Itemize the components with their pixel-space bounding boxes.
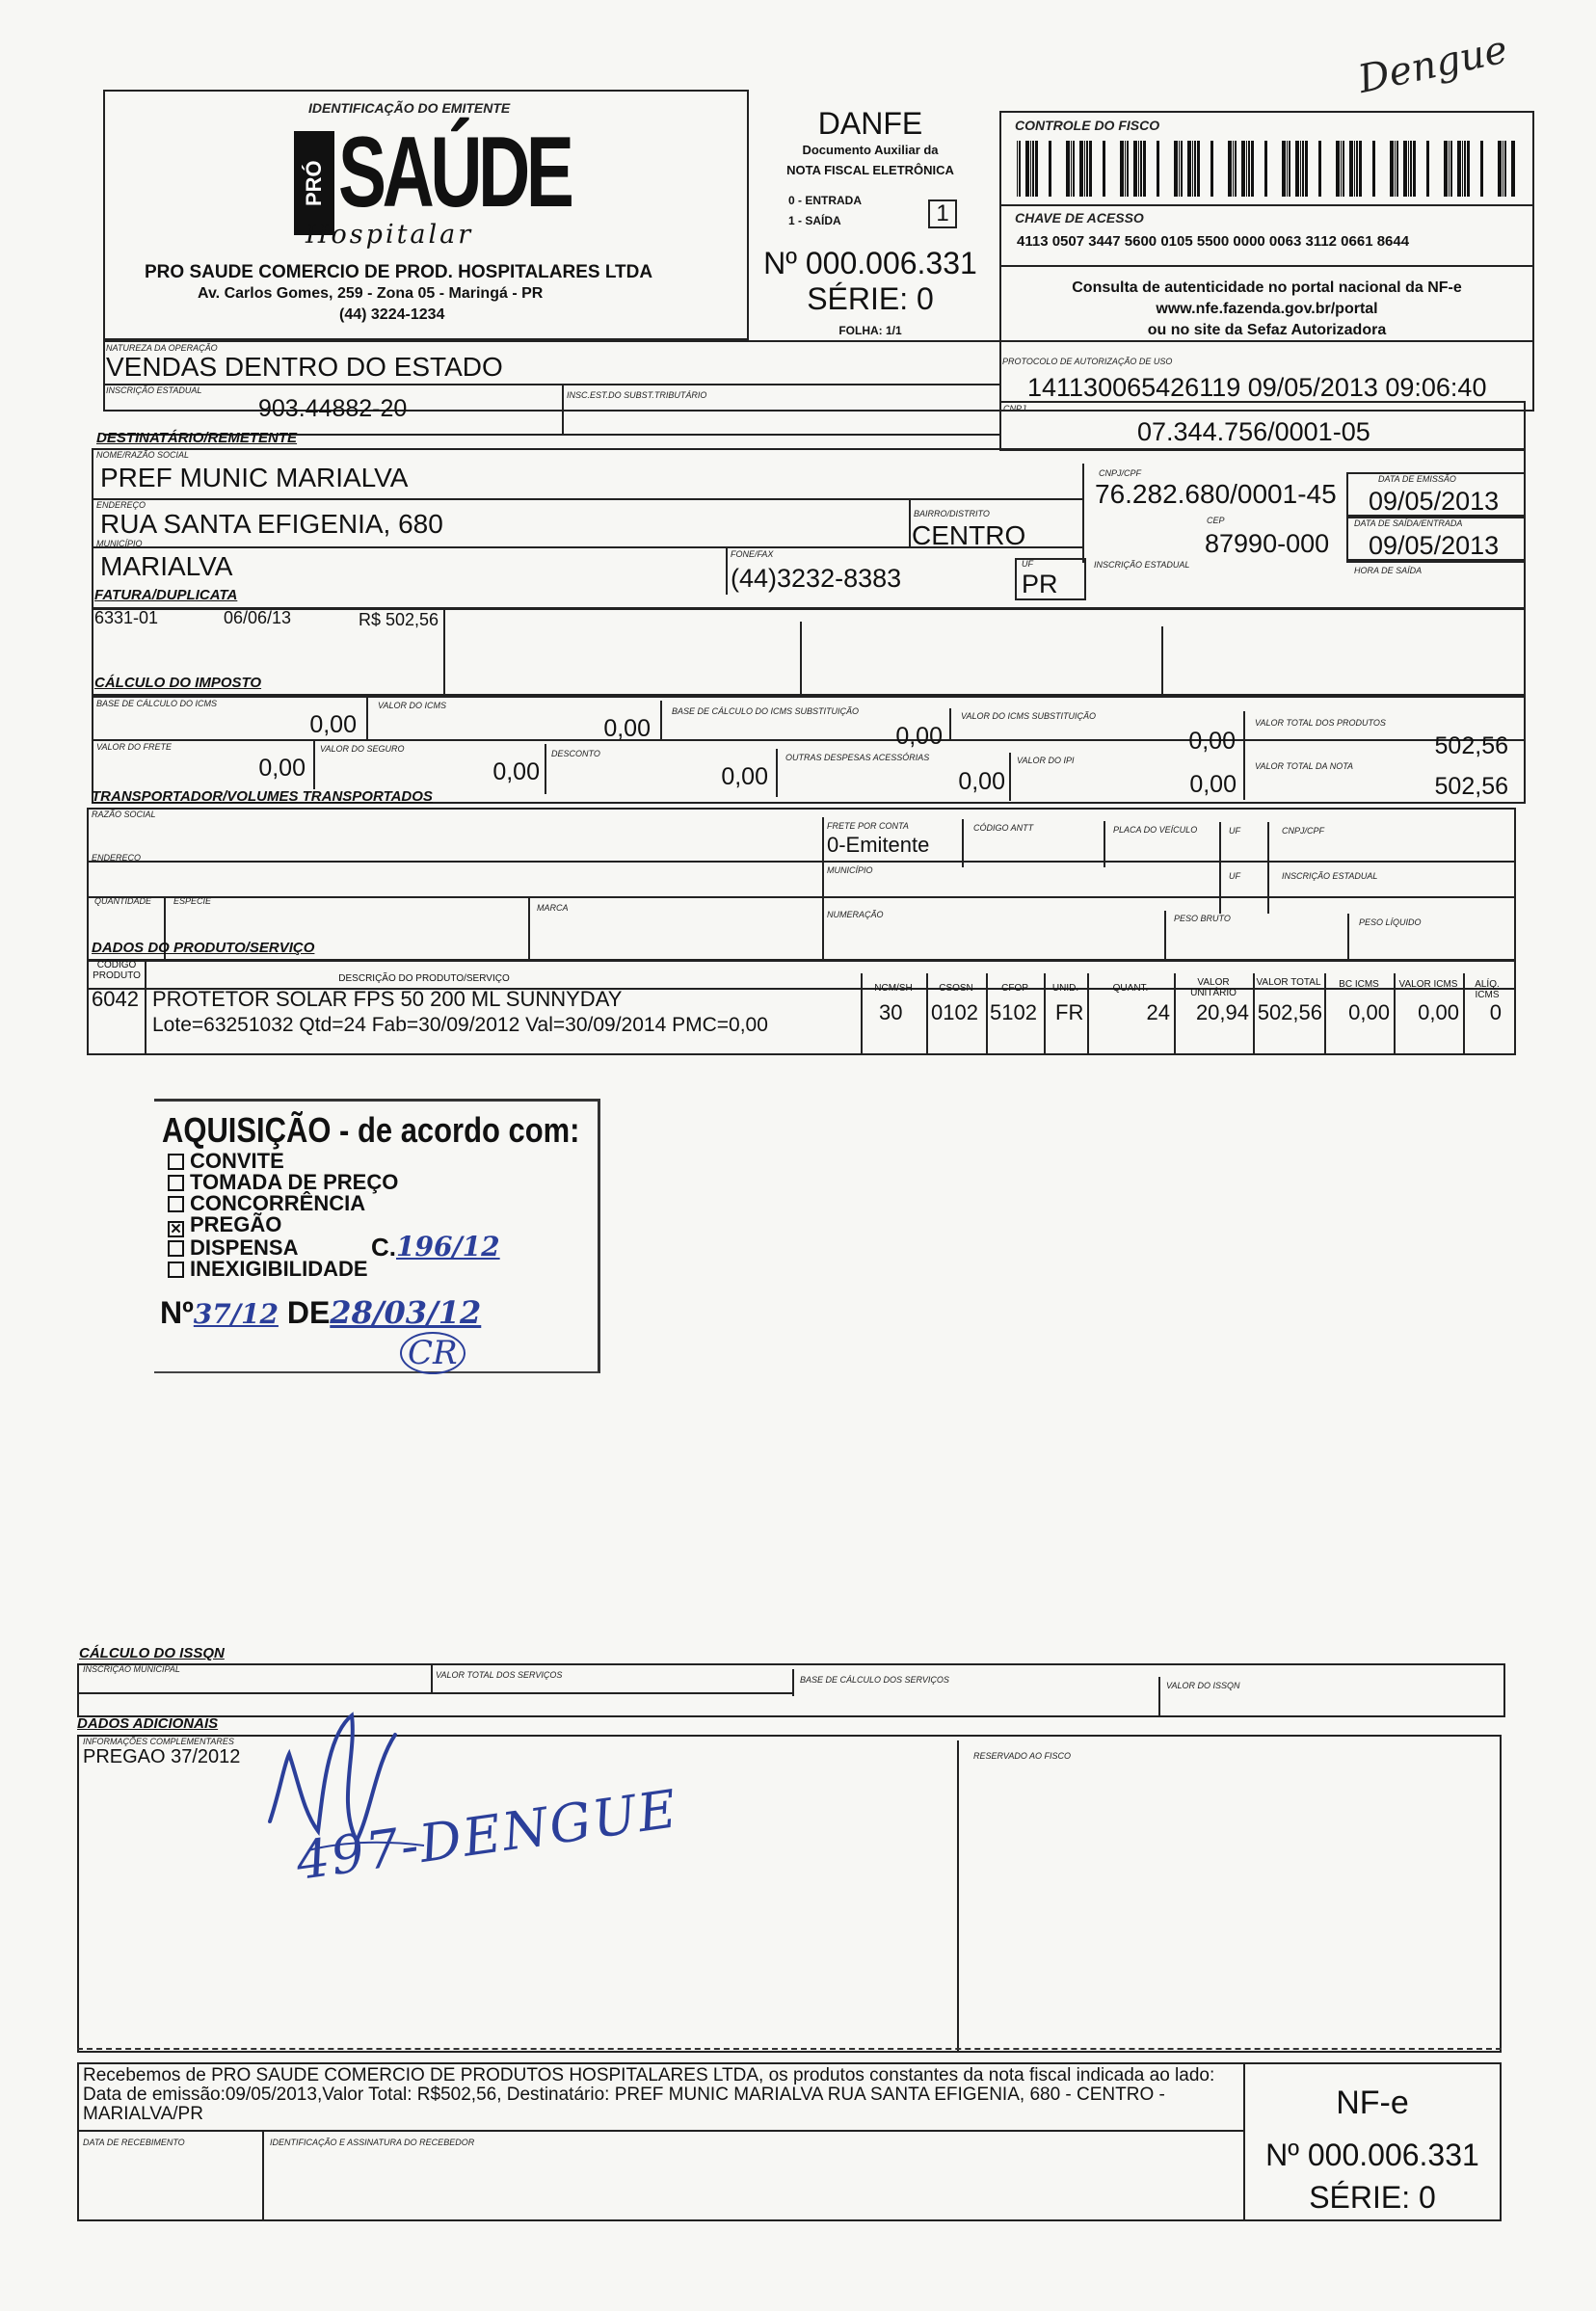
th-quant: QUANT. (1112, 983, 1149, 994)
th-cfop: CFOP (1001, 983, 1028, 994)
barcode-bar (1025, 141, 1029, 197)
seguro: 0,00 (492, 758, 540, 785)
dest-nome-label: NOME/RAZÃO SOCIAL (96, 450, 190, 460)
barcode-bar (1194, 141, 1196, 197)
barcode-bar (1019, 141, 1021, 197)
barcode-bar (1035, 141, 1038, 197)
cnpj-emit-value: 07.344.756/0001-05 (1137, 417, 1370, 446)
frete: 0,00 (258, 755, 306, 782)
fatura-vencimento: 06/06/13 (224, 608, 292, 627)
barcode-bar (1181, 141, 1183, 197)
barcode-bar (1264, 141, 1267, 197)
dest-saida: 09/05/2013 (1369, 531, 1500, 560)
transp-quantidade-label: QUANTIDADE (94, 896, 152, 906)
desconto-label: DESCONTO (551, 749, 600, 758)
ie-label: INSCRIÇÃO ESTADUAL (106, 385, 202, 395)
barcode-bar (1295, 141, 1299, 197)
barcode-bar (1086, 141, 1088, 197)
base-st: 0,00 (895, 723, 943, 750)
handwritten-top-right: Dengue (1354, 27, 1512, 103)
dest-fone: (44)3232-8383 (731, 564, 902, 593)
barcode-bar (1197, 141, 1200, 197)
barcode-bar (1187, 141, 1191, 197)
barcode-bar (1444, 141, 1448, 197)
th-vicms: VALOR ICMS (1398, 979, 1458, 990)
barcode-bar (1341, 141, 1342, 197)
barcode-bar (1359, 141, 1362, 197)
stamp-c (371, 1231, 500, 1262)
emitente-heading: IDENTIFICAÇÃO DO EMITENTE (308, 100, 511, 116)
checkbox-icon (168, 1240, 184, 1257)
prod-cfop: 5102 (990, 1000, 1037, 1024)
base-st-label: BASE DE CÁLCULO DO ICMS SUBSTITUIÇÃO (672, 706, 860, 716)
barcode-bar (1336, 141, 1340, 197)
transp-endereco-label: ENDEREÇO (92, 853, 142, 863)
prod-csosn: 0102 (931, 1000, 978, 1024)
seguro-label: VALOR DO SEGURO (320, 744, 405, 754)
th-aliq: ALÍQ. ICMS (1475, 979, 1500, 1000)
canhoto-nfe: NF-e (1336, 2085, 1409, 2121)
transp-especie-label: ESPÉCIE (173, 896, 212, 906)
barcode-bar (1457, 141, 1461, 197)
dest-emissao-label: DATA DE EMISSÃO (1378, 474, 1456, 484)
barcode-bar (1032, 141, 1034, 197)
barcode-bar (1089, 141, 1092, 197)
danfe-title: DANFE (817, 106, 923, 141)
stamp-c-prefix: C. (371, 1233, 396, 1262)
reservado-label: RESERVADO AO FISCO (973, 1751, 1072, 1761)
barcode-bar (1133, 141, 1137, 197)
stamp-option-label: DISPENSA (190, 1235, 299, 1260)
outras-label: OUTRAS DESPESAS ACESSÓRIAS (785, 753, 930, 762)
canhoto-numero: Nº 000.006.331 (1265, 2138, 1479, 2172)
natureza-label: NATUREZA DA OPERAÇÃO (106, 343, 218, 353)
stamp-title: AQUISIÇÃO - de acordo com: (162, 1110, 580, 1150)
prod-vicms: 0,00 (1418, 1000, 1459, 1024)
valor-st: 0,00 (1188, 728, 1236, 755)
assinatura-label: IDENTIFICAÇÃO E ASSINATURA DO RECEBEDOR (270, 2138, 475, 2147)
stamp-option-label: CONCORRÊNCIA (190, 1191, 366, 1215)
barcode-bar (1354, 141, 1355, 197)
dest-cep: 87990-000 (1205, 529, 1330, 558)
th-total: VALOR TOTAL (1256, 977, 1321, 988)
stamp-option-label: PREGÃO (190, 1212, 282, 1236)
transp-uf2-label: UF (1229, 871, 1240, 881)
dest-bairro-label: BAIRRO/DISTRITO (914, 509, 990, 518)
barcode-bar (1030, 141, 1031, 197)
stamp-n (160, 1294, 481, 1331)
dest-municipio: MARIALVA (100, 551, 233, 581)
dest-emissao: 09/05/2013 (1369, 487, 1500, 516)
dest-ie-label: INSCRIÇÃO ESTADUAL (1094, 560, 1190, 570)
barcode-bar (1396, 141, 1398, 197)
consulta-line-1: Consulta de autenticidade no portal nacional da NF-e (1072, 279, 1462, 296)
danfe-numero: Nº 000.006.331 (763, 246, 977, 280)
stamp-option-4 (168, 1237, 398, 1259)
barcode-bar (1079, 141, 1083, 197)
stamp-option-label: TOMADA DE PREÇO (190, 1170, 399, 1194)
consulta-line-3: ou no site da Sefaz Autorizadora (1147, 322, 1387, 338)
stamp-option-1 (168, 1172, 398, 1193)
barcode-bar (1300, 141, 1301, 197)
prod-quant: 24 (1146, 1000, 1170, 1024)
ie-value: 903.44882-20 (258, 395, 408, 422)
danfe-tipo: 1 (936, 200, 949, 226)
desconto: 0,00 (721, 763, 768, 790)
logo-pro-text: PRÓ (302, 160, 326, 206)
tear-line (77, 2048, 1502, 2050)
barcode-bar (1349, 141, 1353, 197)
th-codigo: CÓDIGO PRODUTO (93, 960, 141, 981)
emitente-phone: (44) 3224-1234 (339, 306, 445, 323)
total-produtos: 502,56 (1434, 732, 1508, 759)
barcode-bar (1174, 141, 1178, 197)
barcode-bar (1192, 141, 1193, 197)
transp-cnpj-label: CNPJ/CPF (1282, 826, 1325, 836)
barcode-bar (1179, 141, 1180, 197)
barcode-bar (1143, 141, 1146, 197)
frete-label: VALOR DO FRETE (96, 742, 173, 752)
total-nota-label: VALOR TOTAL DA NOTA (1255, 761, 1354, 771)
recebimento-label: DATA DE RECEBIMENTO (83, 2138, 185, 2147)
protocolo-value: 141130065426119 09/05/2013 09:06:40 (1027, 373, 1487, 402)
barcode (1017, 141, 1520, 197)
fatura-heading: FATURA/DUPLICATA (94, 587, 238, 603)
barcode-bar (1125, 141, 1126, 197)
destinatario-heading: DESTINATÁRIO/REMETENTE (96, 430, 298, 446)
prod-descricao: PROTETOR SOLAR FPS 50 200 ML SUNNYDAY (152, 987, 623, 1011)
barcode-bar (1138, 141, 1139, 197)
fatura-box (92, 607, 1526, 696)
outras: 0,00 (958, 768, 1005, 795)
stamp-option-3 (168, 1214, 398, 1237)
valor-icms: 0,00 (603, 715, 651, 742)
barcode-bar (1356, 141, 1358, 197)
stamp-n-value: 37/12 (193, 1298, 279, 1330)
stamp-options (168, 1151, 398, 1280)
barcode-bar (1251, 141, 1254, 197)
barcode-bar (1071, 141, 1072, 197)
emitente-address: Av. Carlos Gomes, 259 - Zona 05 - Maringá - PR (198, 285, 544, 302)
produtos-heading: DADOS DO PRODUTO/SERVIÇO (92, 940, 315, 956)
checkbox-icon (168, 1262, 184, 1278)
ipi-label: VALOR DO IPI (1017, 756, 1075, 765)
base-icms-label: BASE DE CÁLCULO DO ICMS (96, 699, 218, 708)
stamp-n-prefix: Nº (160, 1295, 194, 1330)
th-unit: VALOR UNITÁRIO (1190, 977, 1237, 998)
barcode-bar (1511, 141, 1515, 197)
consulta-line-2: www.nfe.fazenda.gov.br/portal (1156, 301, 1378, 317)
barcode-bar (1343, 141, 1344, 197)
base-icms: 0,00 (309, 711, 357, 738)
danfe-subtitle-2: NOTA FISCAL ELETRÔNICA (786, 163, 954, 177)
barcode-bar (1049, 141, 1051, 197)
barcode-bar (1372, 141, 1375, 197)
acquisition-stamp (154, 1099, 602, 1378)
danfe-serie: SÉRIE: 0 (807, 281, 934, 316)
stamp-option-label: INEXIGIBILIDADE (190, 1257, 368, 1281)
barcode-bar (1287, 141, 1288, 197)
handwritten-note: 497-DENGUE (292, 1778, 682, 1892)
checkbox-icon (168, 1175, 184, 1191)
stamp-option-0 (168, 1151, 398, 1172)
stamp-de-value: 28/03/12 (330, 1294, 482, 1331)
company-logo (294, 117, 571, 250)
dest-uf: PR (1022, 570, 1058, 598)
logo-sub-text: Hospitalar (306, 220, 474, 250)
barcode-bar (1390, 141, 1394, 197)
canhoto-text-1: Recebemos de PRO SAUDE COMERCIO DE PRODUTOS HOSPITALARES LTDA, os produtos constantes da nota fiscal indicada ao lado: (83, 2065, 1215, 2085)
danfe-saida: 1 - SAÍDA (788, 214, 841, 227)
th-bc: BC ICMS (1339, 979, 1379, 990)
stamp-initials: CR (400, 1332, 466, 1374)
transp-uf-label: UF (1229, 826, 1240, 836)
adicionais-heading: DADOS ADICIONAIS (77, 1715, 219, 1732)
transp-peso-bruto-label: PESO BRUTO (1174, 914, 1231, 923)
prod-descricao-2: Lote=63251032 Qtd=24 Fab=30/09/2012 Val=30/09/2014 PMC=0,00 (152, 1014, 768, 1036)
barcode-bar (1450, 141, 1452, 197)
danfe-tipo-box (928, 199, 957, 228)
chave-label: CHAVE DE ACESSO (1015, 210, 1144, 226)
barcode-bar (1084, 141, 1085, 197)
dest-uf-label: UF (1022, 559, 1033, 569)
cnpj-emit-label: CNPJ (1003, 404, 1026, 413)
prod-aliq: 0 (1489, 1000, 1502, 1024)
barcode-bar (1073, 141, 1075, 197)
stamp-c-value: 196/12 (396, 1231, 500, 1262)
transp-frete-label: FRETE POR CONTA (827, 821, 909, 831)
barcode-bar (1246, 141, 1247, 197)
controle-fisco-label: CONTROLE DO FISCO (1015, 118, 1160, 133)
barcode-bar (1282, 141, 1286, 197)
stamp-option-5 (168, 1259, 398, 1280)
valor-icms-label: VALOR DO ICMS (378, 701, 447, 710)
total-nota: 502,56 (1434, 773, 1508, 800)
transp-razao-label: RAZÃO SOCIAL (92, 810, 156, 819)
dest-nome: PREF MUNIC MARIALVA (100, 463, 409, 492)
barcode-bar (1157, 141, 1159, 197)
transp-numeracao-label: NUMERAÇÃO (827, 910, 884, 919)
barcode-bar (1318, 141, 1321, 197)
barcode-bar (1066, 141, 1070, 197)
transporte-heading: TRANSPORTADOR/VOLUMES TRANSPORTADOS (92, 788, 433, 805)
transp-ie-label: INSCRIÇÃO ESTADUAL (1282, 871, 1378, 881)
prod-bc: 0,00 (1348, 1000, 1390, 1024)
transp-marca-label: MARCA (537, 903, 569, 913)
barcode-bar (1103, 141, 1105, 197)
issqn-servicos-label: VALOR TOTAL DOS SERVIÇOS (436, 1670, 563, 1680)
prod-unid: FR (1055, 1000, 1084, 1024)
dest-cep-label: CEP (1207, 516, 1225, 525)
barcode-bar (1480, 141, 1483, 197)
th-csosn: CSOSN (939, 983, 973, 994)
protocolo-label: PROTOCOLO DE AUTORIZAÇÃO DE USO (1002, 357, 1173, 366)
barcode-bar (1241, 141, 1245, 197)
issqn-valor-label: VALOR DO ISSQN (1166, 1681, 1240, 1690)
info-label: INFORMAÇÕES COMPLEMENTARES (83, 1737, 234, 1746)
barcode-bar (1462, 141, 1463, 197)
issqn-im-label: INSCRIÇÃO MUNICIPAL (83, 1664, 180, 1674)
dest-fone-label: FONE/FAX (731, 549, 774, 559)
barcode-bar (1248, 141, 1250, 197)
th-descricao: DESCRIÇÃO DO PRODUTO/SERVIÇO (338, 973, 510, 984)
prod-total: 502,56 (1257, 1000, 1322, 1024)
barcode-bar (1403, 141, 1407, 197)
fatura-numero: 6331-01 (94, 608, 159, 627)
emitente-name: PRO SAUDE COMERCIO DE PROD. HOSPITALARES LTDA (145, 262, 653, 282)
barcode-bar (1413, 141, 1416, 197)
danfe-subtitle-1: Documento Auxiliar da (802, 143, 939, 157)
barcode-bar (1408, 141, 1409, 197)
checkbox-icon (168, 1154, 184, 1170)
barcode-bar (1120, 141, 1124, 197)
transp-peso-liquido-label: PESO LÍQUIDO (1359, 917, 1422, 927)
barcode-bar (1504, 141, 1506, 197)
dest-cnpj: 76.282.680/0001-45 (1095, 479, 1337, 509)
natureza-value: VENDAS DENTRO DO ESTADO (106, 352, 503, 382)
dest-endereco-label: ENDEREÇO (96, 500, 146, 510)
th-ncm: NCM/SH (874, 983, 913, 994)
dest-bairro: CENTRO (912, 520, 1026, 550)
prod-unit: 20,94 (1195, 1000, 1249, 1024)
barcode-bar (1426, 141, 1429, 197)
canhoto-text-3: MARIALVA/PR (83, 2104, 203, 2124)
barcode-bar (1127, 141, 1129, 197)
barcode-bar (1464, 141, 1466, 197)
iest-label: INSC.EST.DO SUBST.TRIBUTÁRIO (567, 390, 707, 400)
danfe-folha: FOLHA: 1/1 (838, 324, 902, 337)
dest-cnpj-label: CNPJ/CPF (1099, 468, 1142, 478)
transp-antt-label: CÓDIGO ANTT (973, 823, 1034, 833)
barcode-bar (1305, 141, 1308, 197)
dest-hora-label: HORA DE SAÍDA (1354, 566, 1423, 575)
barcode-bar (1228, 141, 1232, 197)
barcode-bar (1210, 141, 1213, 197)
checkbox-icon: ✕ (168, 1221, 184, 1237)
barcode-bar (1449, 141, 1450, 197)
canhoto-serie: SÉRIE: 0 (1309, 2180, 1436, 2215)
issqn-heading: CÁLCULO DO ISSQN (79, 1645, 225, 1661)
barcode-bar (1302, 141, 1304, 197)
chave-acesso: 4113 0507 3447 5600 0105 5500 0000 0063 3112 0661 8644 (1017, 233, 1410, 250)
canhoto-text-2: Data de emissão:09/05/2013,Valor Total: R$502,56, Destinatário: PREF MUNIC MARIALVA RUA SANTA EFIGENIA, 680 - CENTRO - (83, 2085, 1165, 2105)
barcode-bar (1498, 141, 1502, 197)
ipi: 0,00 (1189, 771, 1237, 798)
barcode-bar (1017, 141, 1018, 197)
prod-codigo: 6042 (92, 987, 139, 1011)
dest-endereco: RUA SANTA EFIGENIA, 680 (100, 509, 443, 539)
dest-saida-label: DATA DE SAÍDA/ENTRADA (1354, 518, 1463, 528)
stamp-option-label: CONVITE (190, 1149, 284, 1173)
barcode-bar (1395, 141, 1396, 197)
danfe-entrada: 0 - ENTRADA (788, 194, 863, 207)
checkbox-icon (168, 1196, 184, 1212)
stamp-option-2 (168, 1193, 398, 1214)
prod-ncm: 30 (879, 1000, 903, 1024)
transp-placa-label: PLACA DO VEÍCULO (1113, 825, 1198, 835)
barcode-bar (1467, 141, 1470, 197)
fatura-valor: R$ 502,56 (359, 610, 439, 629)
issqn-base-label: BASE DE CÁLCULO DOS SERVIÇOS (800, 1675, 949, 1685)
barcode-bar (1140, 141, 1142, 197)
barcode-bar (1289, 141, 1290, 197)
info-value: PREGAO 37/2012 (83, 1746, 241, 1767)
total-produtos-label: VALOR TOTAL DOS PRODUTOS (1255, 718, 1386, 728)
barcode-bar (1410, 141, 1412, 197)
barcode-bar (1235, 141, 1237, 197)
transp-municipio-label: MUNICÍPIO (827, 865, 873, 875)
barcode-bar (1233, 141, 1234, 197)
logo-main-text: SAÚDE (338, 117, 571, 228)
valor-st-label: VALOR DO ICMS SUBSTITUIÇÃO (961, 711, 1097, 721)
th-unid: UNID. (1051, 983, 1079, 994)
dest-municipio-label: MUNICÍPIO (96, 539, 143, 548)
stamp-de-label: DE (286, 1295, 331, 1330)
transp-frete: 0-Emitente (827, 833, 930, 857)
imposto-heading: CÁLCULO DO IMPOSTO (94, 675, 262, 691)
